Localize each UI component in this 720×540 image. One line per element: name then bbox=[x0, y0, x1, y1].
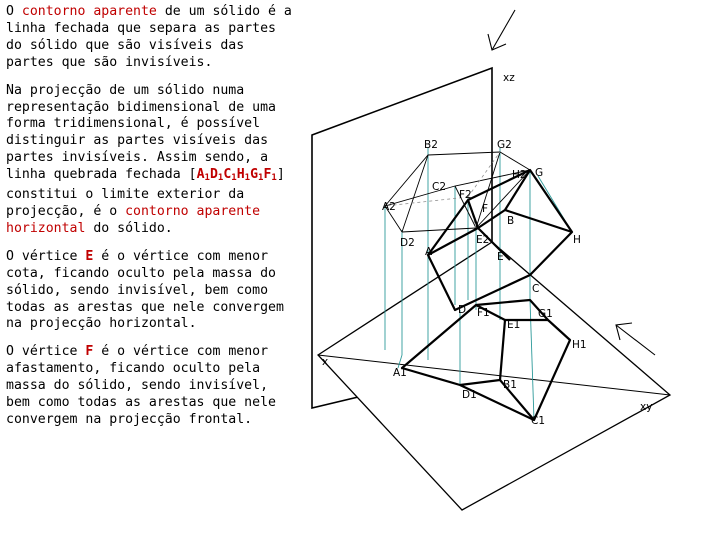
arrow-down-left-icon bbox=[488, 10, 515, 50]
vertex-letter: H bbox=[236, 167, 245, 183]
text-fragment: é o vértice com menor cota, ficando oculto pela massa do sólido, sendo invisível, bem como todas as arestas que nele convergem na projecção horizontal. bbox=[6, 248, 284, 332]
label-a1: A1 bbox=[393, 367, 407, 379]
label-f1: F1 bbox=[477, 307, 490, 319]
label-e1: E1 bbox=[507, 319, 521, 331]
label-h2: H2 bbox=[512, 169, 527, 181]
text-fragment: Na projecção de um sólido numa representação bidimensional de uma forma tridimensional, é possível distinguir as partes visíveis das partes invisíveis. Assim sendo, a linha quebrada fechada [ bbox=[6, 82, 276, 183]
text-fragment: ] constitui o limite exterior da projecção, é o bbox=[6, 167, 285, 219]
vertex-index: 1 bbox=[244, 173, 251, 184]
highlight-contorno-horizontal: contorno aparente horizontal bbox=[6, 203, 261, 236]
label-g2: G2 bbox=[497, 139, 512, 151]
label-b: B bbox=[507, 215, 515, 227]
vertex-e-highlight: E bbox=[85, 248, 94, 264]
label-f2: F2 bbox=[459, 189, 472, 201]
label-b1: B1 bbox=[503, 379, 517, 391]
label-g: G bbox=[535, 167, 544, 179]
text-fragment: do sólido. bbox=[85, 220, 173, 236]
label-h1: H1 bbox=[572, 339, 587, 351]
label-x: x bbox=[322, 356, 329, 368]
vertex-index: 1 bbox=[231, 173, 237, 184]
label-d: D bbox=[458, 304, 467, 316]
text-fragment: O vértice bbox=[6, 344, 86, 360]
label-b2: B2 bbox=[424, 139, 438, 151]
vertex-index: 1 bbox=[204, 173, 210, 184]
arrow-shaft bbox=[616, 325, 655, 355]
label-a: A bbox=[425, 246, 433, 258]
vertex-letter: A bbox=[196, 167, 205, 183]
arrow-shaft bbox=[492, 10, 515, 50]
label-h: H bbox=[573, 234, 581, 246]
label-xy: xy bbox=[640, 401, 653, 413]
vertex-index: 1 bbox=[217, 173, 224, 184]
text-fragment: O vértice bbox=[6, 248, 86, 264]
vertex-index: 1 bbox=[271, 173, 277, 184]
label-xz: xz bbox=[503, 72, 515, 84]
text-fragment: de um sólido é a linha fechada que separa as partes do sólido que são visíveis das partes que são invisíveis. bbox=[6, 4, 292, 70]
solid-edge-b-h bbox=[505, 210, 572, 232]
vertex-letter: D bbox=[209, 167, 218, 183]
vertex-letter: C bbox=[223, 167, 232, 183]
label-e: E bbox=[497, 251, 504, 263]
arrow-up-left-icon bbox=[616, 323, 655, 355]
vertex-index: 1 bbox=[258, 173, 264, 184]
label-d2: D2 bbox=[400, 237, 415, 249]
text-fragment: é o vértice com menor afastamento, ficando oculto pela massa do sólido, sendo invisível, bem como todas as arestas que nele convergem na projecção frontal. bbox=[6, 344, 276, 427]
highlight-contorno-aparente: contorno aparente bbox=[21, 4, 157, 19]
label-d1: D1 bbox=[462, 389, 477, 401]
vertex-letter: F bbox=[263, 167, 272, 183]
label-c1: C1 bbox=[531, 415, 546, 427]
label-a2: A2 bbox=[382, 201, 396, 213]
label-f: F bbox=[482, 203, 489, 215]
label-g1: G1 bbox=[538, 308, 553, 320]
vertex-f-highlight: F bbox=[85, 344, 94, 360]
label-c2: C2 bbox=[432, 181, 447, 193]
label-c: C bbox=[532, 283, 540, 295]
vertex-letter: G bbox=[250, 167, 259, 183]
text-fragment: O bbox=[6, 4, 22, 19]
label-e2: E2 bbox=[476, 234, 490, 246]
